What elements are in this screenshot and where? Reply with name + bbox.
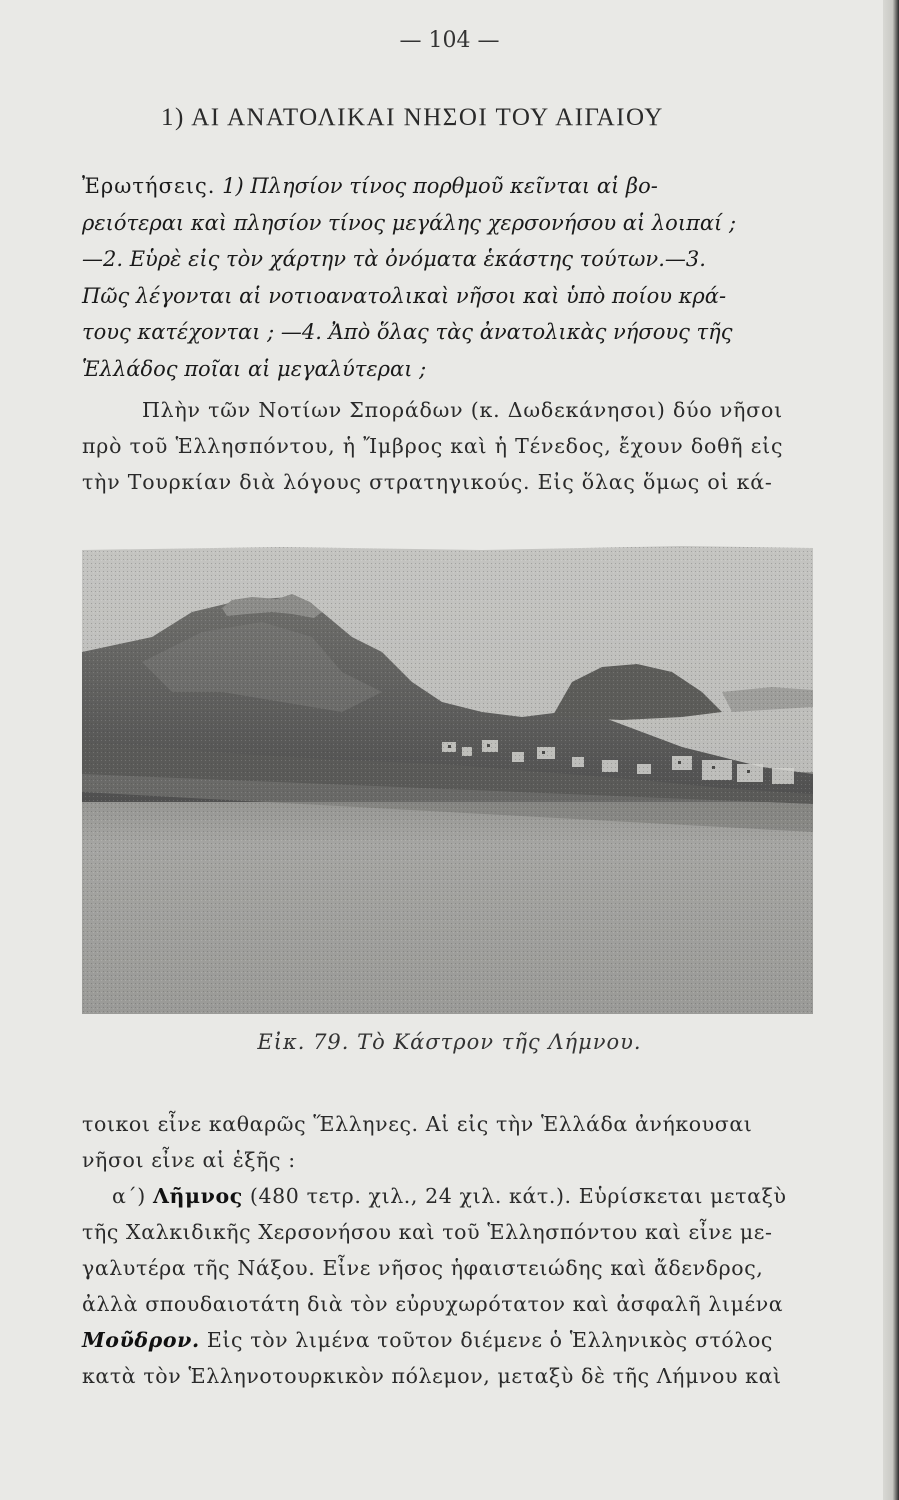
page-edge [883, 0, 899, 1500]
figure-caption: Εἰκ. 79. Τὸ Κάστρον τῆς Λήμνου. [257, 1030, 642, 1054]
page-number: — 104 — [399, 28, 500, 53]
lemnos-castle-photo [82, 542, 813, 1014]
questions-line-5: τους κατέχονται ; —4. Ἀπὸ ὅλας τὰς ἀνατολικὰς νήσους τῆς [82, 320, 733, 344]
body-line-4: τῆς Χαλκιδικῆς Χερσονήσου καὶ τοῦ Ἑλλησπόντου καὶ εἶνε με- [82, 1220, 773, 1244]
intro-line-2: πρὸ τοῦ Ἑλλησπόντου, ἡ Ἴμβρος καὶ ἡ Τένεδος, ἔχουν δοθῆ εἰς [82, 434, 784, 458]
section-title: 1) ΑΙ ΑΝΑΤΟΛΙΚΑΙ ΝΗΣΟΙ ΤΟΥ ΑΙΓΑΙΟΥ [161, 104, 664, 131]
questions-line-3: —2. Εὑρὲ εἰς τὸν χάρτην τὰ ὀνόματα ἑκάστης τούτων.—3. [82, 247, 706, 271]
questions-lead: Ἐρωτήσεις. [82, 174, 216, 198]
questions-line-4: Πῶς λέγονται αἱ νοτιοανατολικαὶ νῆσοι καὶ ὑπὸ ποίου κρά- [82, 283, 727, 308]
body-line-3-text: (480 τετρ. χιλ., 24 χιλ. κάτ.). Εὑρίσκεται μεταξὺ [242, 1184, 787, 1208]
questions-block [82, 168, 820, 387]
body-line-5: γαλυτέρα τῆς Νάξου. Εἶνε νῆσος ἡφαιστειώδης καὶ ἄδενδρος, [82, 1256, 764, 1280]
photo-illustration [82, 542, 813, 1014]
questions-line-6: Ἑλλάδος ποῖαι αἱ μεγαλύτεραι ; [82, 356, 427, 381]
body-line-7 [82, 1322, 820, 1358]
intro-paragraph [82, 392, 820, 500]
body-line-6: ἀλλὰ σπουδαιοτάτη διὰ τὸν εὐρυχωρότατον καὶ ἀσφαλῆ λιμένα [82, 1292, 784, 1316]
body-line-3 [82, 1178, 820, 1214]
questions-line-2: ρειότεραι καὶ πλησίον τίνος μεγάλης χερσονήσου αἱ λοιπαί ; [82, 210, 737, 235]
questions-line-1 [82, 168, 820, 205]
questions-text-1: 1) Πλησίον τίνος πορθμοῦ κεῖνται αἱ βο- [215, 174, 658, 198]
port-name-moudros: Μοῦδρον. [82, 1328, 200, 1352]
body-paragraph [82, 1106, 820, 1394]
body-line-2: νῆσοι εἶνε αἱ ἑξῆς : [82, 1148, 296, 1172]
island-name-lemnos: Λῆμνος [153, 1184, 243, 1208]
intro-line-1: Πλὴν τῶν Νοτίων Σποράδων (κ. Δωδεκάνησοι) δύο νῆσοι [142, 398, 783, 422]
intro-line-3: τὴν Τουρκίαν διὰ λόγους στρατηγικούς. Εἰς ὅλας ὅμως οἱ κά- [82, 470, 773, 494]
body-line-7-text: Εἰς τὸν λιμένα τοῦτον διέμενε ὁ Ἑλληνικὸς στόλος [199, 1328, 773, 1352]
body-line-1: τοικοι εἶνε καθαρῶς Ἕλληνες. Αἱ εἰς τὴν Ἑλλάδα ἀνήκουσαι [82, 1112, 753, 1136]
body-line-8: κατὰ τὸν Ἑλληνοτουρκικὸν πόλεμον, μεταξὺ δὲ τῆς Λήμνου καὶ [82, 1364, 782, 1388]
list-marker: α΄) [112, 1184, 154, 1208]
